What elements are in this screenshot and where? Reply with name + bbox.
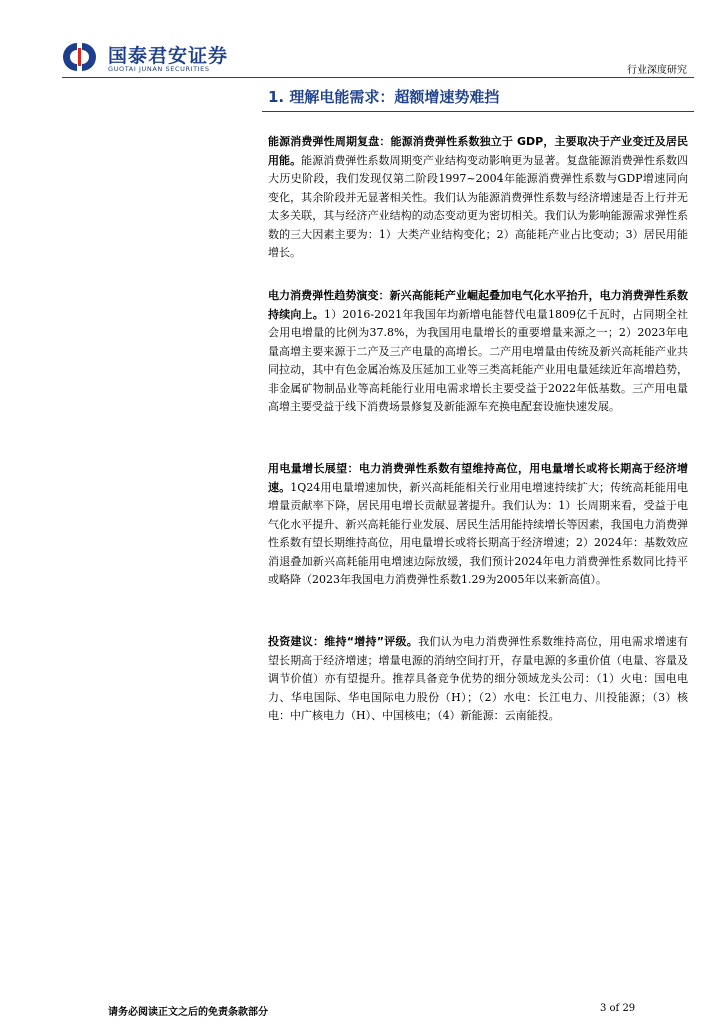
page-header bbox=[0, 0, 724, 78]
page-number: 3 of 29 bbox=[600, 1003, 636, 1014]
paragraph-lead: 投资建议：维持“增持”评级。 bbox=[268, 635, 419, 648]
logo-english-text: GUOTAI JUNAN SECURITIES bbox=[108, 65, 210, 73]
paragraph-body: 我们认为电力消费弹性系数维持高位，用电需求增速有望长期高于经济增速；增量电源的消纳空间打开，存量电源的多重价值（电量、容量及调节价值）亦有望提升。推荐具备竞争优势的细分领域龙头公司：（1）火电：国电电力、华电国际、华电国际电力股份（H）；（2）水电：长江电力、川投能源；（3）核电：中广核电力（H）、中国核电；（4）新能源：云南能投。 bbox=[268, 635, 689, 722]
header-divider bbox=[62, 77, 694, 78]
paragraph-investment-advice bbox=[268, 633, 688, 726]
company-logo bbox=[62, 40, 262, 76]
paragraph-body: 能源消费弹性系数周期变产业结构变动影响更为显著。复盘能源消费弹性系数四大历史阶段，我们发现仅第二阶段1997~2004年能源消费弹性系数与GDP增速同向变化，其余阶段并无显著相关性。我们认为能源消费弹性系数与经济增速是否上行并无太多关联，其与经济产业结构的动态变动更为密切相关。我们认为影响能源需求弹性系数的三大因素主要为：1）大类产业结构变化；2）高能耗产业占比变动；3）居民用能增长。 bbox=[268, 153, 689, 259]
logo-chinese-text: 国泰君安证券 bbox=[108, 45, 229, 67]
paragraph-lead: 能源消费弹性周期复盘：能源消费弹性系数独立于 GDP，主要取决于产业变迁及居民用能。 bbox=[268, 135, 688, 167]
footer-disclaimer: 请务必阅读正文之后的免责条款部分 bbox=[108, 1007, 268, 1018]
paragraph-power-growth-outlook bbox=[268, 460, 688, 590]
section-title: 1. 理解电能需求：超额增速势难挡 bbox=[268, 88, 500, 106]
logo-mark-icon bbox=[62, 42, 100, 72]
section-title-divider bbox=[262, 111, 694, 112]
paragraph-body: 1）2016-2021年我国年均新增电能替代电量1809亿千瓦时，占同期全社会用电增量的比例为37.8%，为我国用电量增长的重要增量来源之一；2）2023年电量高增主要来源于二产及三产电量的高增长。二产用电增量由传统及新兴高耗能产业共同拉动，其中有色金属冶炼及压延加工业等三类高耗能产业用电量延续近年高增趋势，非金属矿物制品业等高耗能行业用电需求增长主要受益于2022年低基数。三产用电量高增主要受益于线下消费场景修复及新能源车充换电配套设施快速发展。 bbox=[268, 307, 688, 413]
paragraph-energy-elasticity bbox=[268, 133, 688, 263]
paragraph-power-elasticity-trend bbox=[268, 287, 688, 417]
report-type-label: 行业深度研究 bbox=[627, 65, 687, 76]
paragraph-lead: 用电量增长展望：电力消费弹性系数有望维持高位，用电量增长或将长期高于经济增速。 bbox=[268, 462, 688, 494]
paragraph-lead: 电力消费弹性趋势演变：新兴高能耗产业崛起叠加电气化水平抬升，电力消费弹性系数持续向上。 bbox=[268, 289, 688, 321]
paragraph-body: 1Q24用电量增速加快，新兴高耗能相关行业用电增速持续扩大；传统高耗能用电增量贡献率下降，居民用电增长贡献显著提升。我们认为：1）长周期来看，受益于电气化水平提升、新兴高耗能行业发展、居民生活用能持续增长等因素，我国电力消费弹性系数有望长期维持高位，用电量增长或将长期高于经济增速；2）2024年：基数效应消退叠加新兴高耗能用电增速边际放缓，我们预计2024年电力消费弹性系数同比持平或略降（2023年我国电力消费弹性系数1.29为2005年以来新高值）。 bbox=[268, 480, 689, 586]
